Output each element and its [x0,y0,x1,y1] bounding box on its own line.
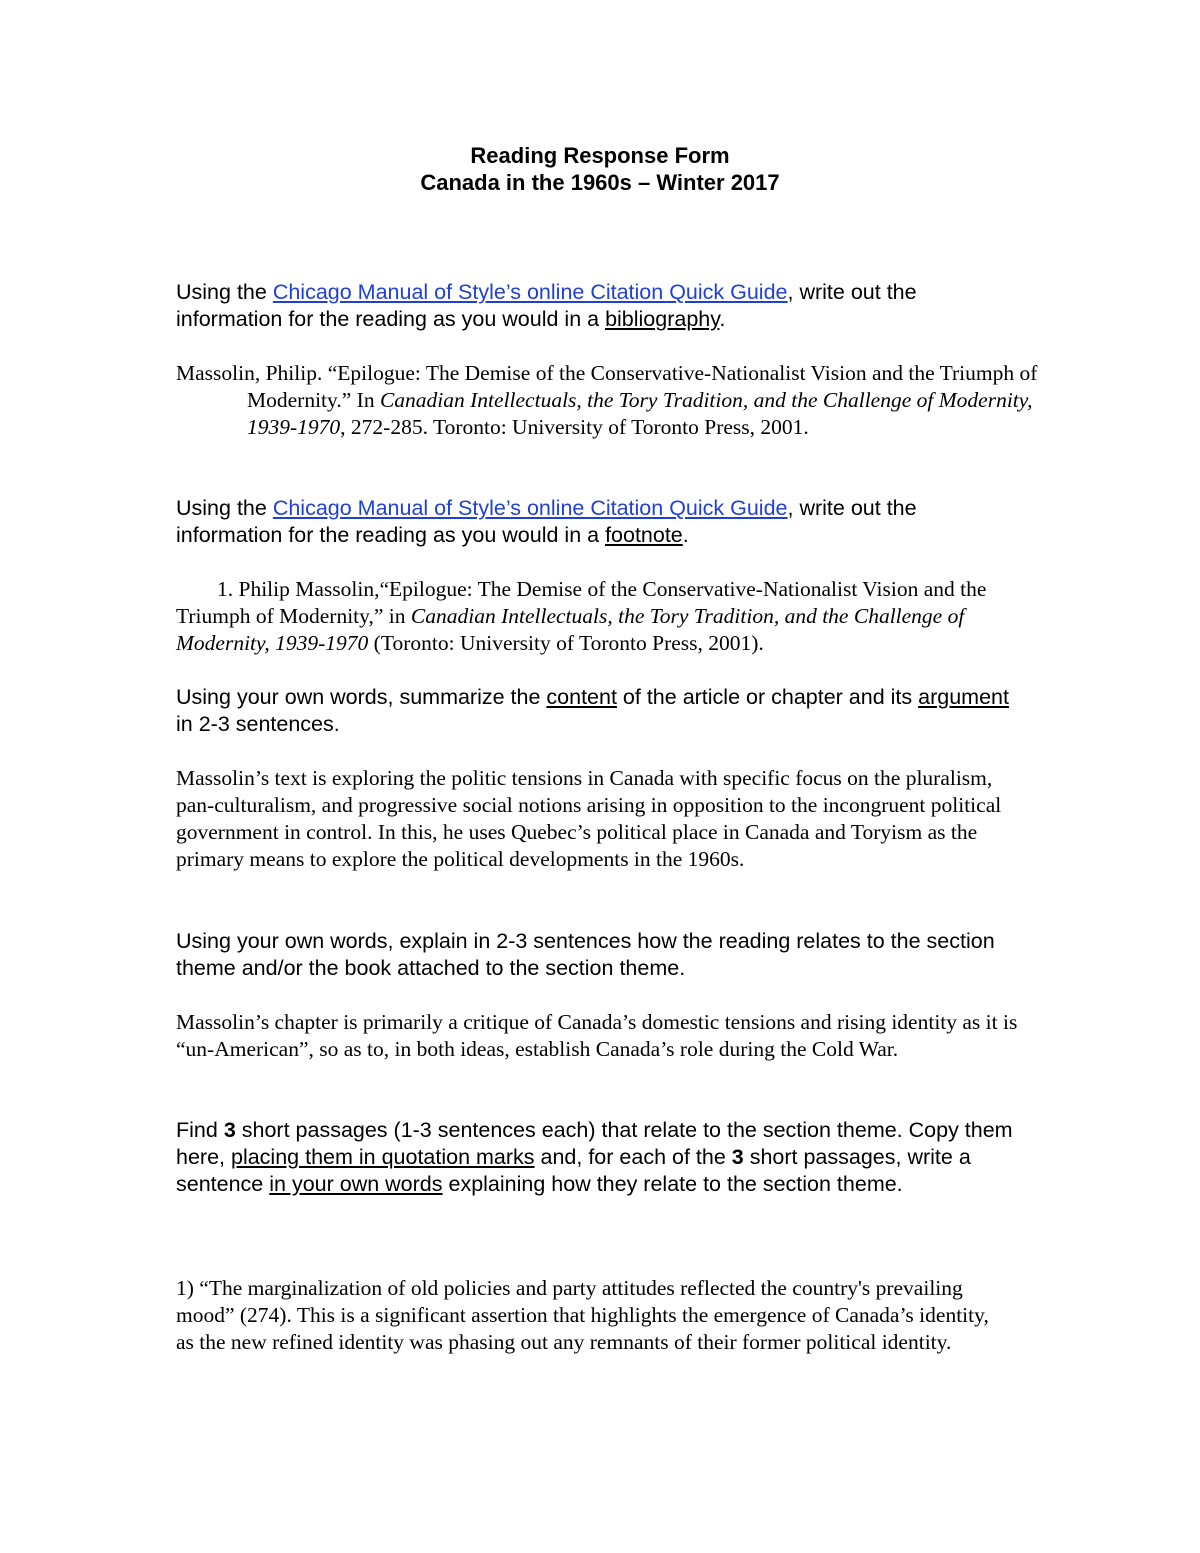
form-title: Reading Response Form [470,143,730,168]
summary-answer: Massolin’s text is exploring the politic tensions in Canada with specific focus on the pluralism, pan-culturalism, and progressive social notions arising in opposition to the incongruent political government in control. In this, he uses Quebec’s political place in Canada and Toryism as the primary means to explore the political developments in the 1960s. [176,766,1002,871]
citation-guide-link[interactable]: Chicago Manual of Style’s online Citation Quick Guide [272,280,788,304]
content-keyword: content [546,685,617,709]
bibliography-prompt: Using the Chicago Manual of Style’s online Citation Quick Guide, write out the information for the reading as you would in a bibliography. [176,280,917,331]
theme-prompt: Using your own words, explain in 2-3 sentences how the reading relates to the section theme and/or the book attached to the section theme. [176,929,995,980]
theme-answer: Massolin’s chapter is primarily a critique of Canada’s domestic tensions and rising identity as it is “un-American”, so as to, in both ideas, establish Canada’s role during the Cold War. [176,1010,1018,1061]
form-header [0,142,1200,196]
footnote-entry: 1. Philip Massolin,“Epilogue: The Demise of the Conservative-Nationalist Vision and the Triumph of Modernity,” in Canadian Intellectuals, the Tory Tradition, and the Challenge of Modernity, 1939-1970 (Toronto: University of Toronto Press, 2001). [176,577,987,655]
form-subtitle: Canada in the 1960s – Winter 2017 [420,170,780,195]
footnote-prompt: Using the Chicago Manual of Style’s online Citation Quick Guide, write out the information for the reading as you would in a footnote. [176,496,917,547]
bibliography-keyword: bibliography [605,307,720,331]
bibliography-entry: Massolin, Philip. “Epilogue: The Demise of the Conservative-Nationalist Vision and the Triumph of Modernity.” In Canadian Intellectuals, the Tory Tradition, and the Challenge of Modernity, 1939-1970, 272-285. Toronto: University of Toronto Press, 2001. [176,361,1038,439]
summary-prompt: Using your own words, summarize the content of the article or chapter and its argument in 2-3 sentences. [176,685,1009,736]
footnote-keyword: footnote [605,523,683,547]
argument-keyword: argument [918,685,1009,709]
passage-1: 1) “The marginalization of old policies and party attitudes reflected the country's prevailing mood” (274). This is a significant assertion that highlights the emergence of Canada’s identity, as the new refined identity was phasing out any remnants of their former political identity. [176,1276,989,1354]
passages-prompt: Find 3 short passages (1-3 sentences each) that relate to the section theme. Copy them here, placing them in quotation marks and, for each of the 3 short passages, write a sentence in your own words explaining how they relate to the section theme. [176,1118,1013,1196]
citation-guide-link-2[interactable]: Chicago Manual of Style’s online Citation Quick Guide [272,496,788,520]
